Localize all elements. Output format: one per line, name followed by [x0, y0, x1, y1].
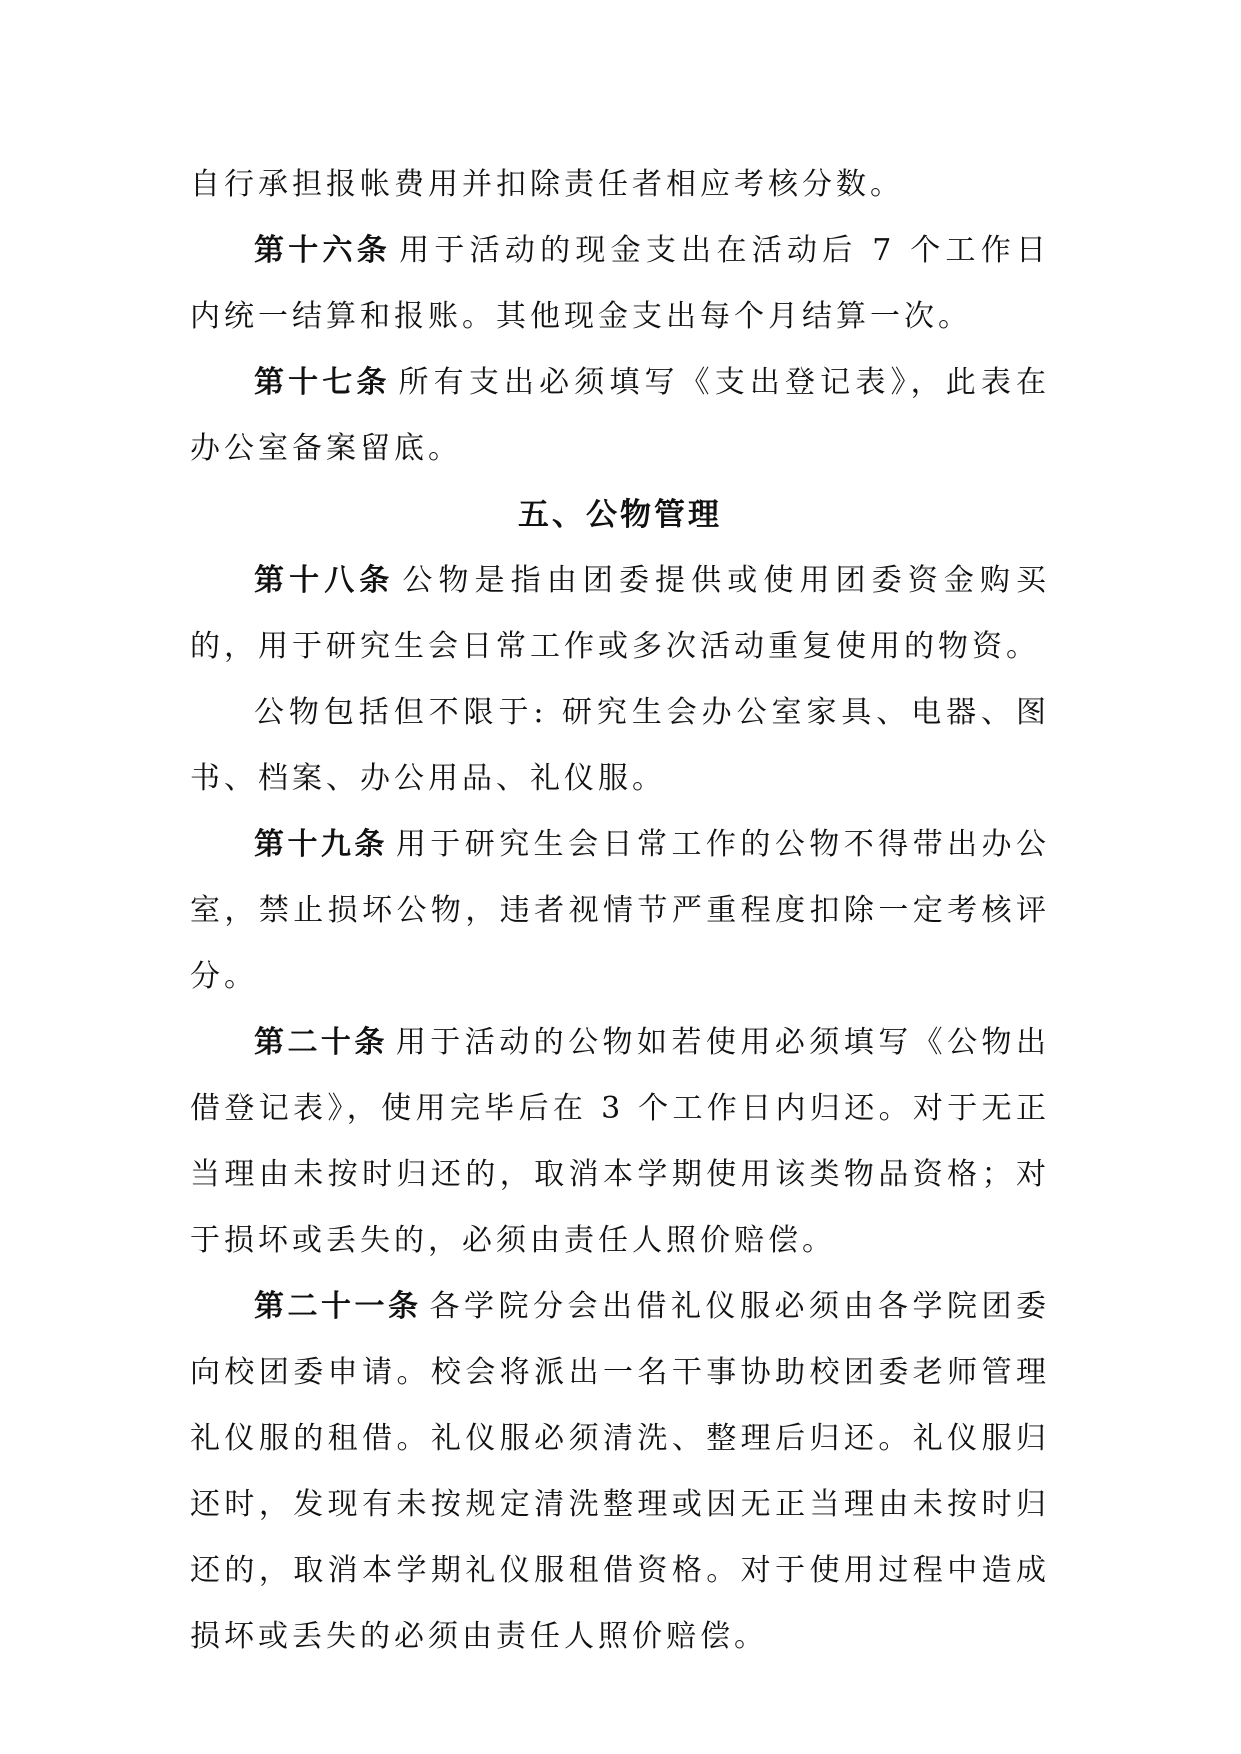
article-17-number: 第十七条: [254, 365, 391, 400]
article-18-number: 第十八条: [254, 563, 395, 598]
document-body: [190, 152, 1050, 1670]
article-19: [190, 812, 1050, 1010]
article-18-text: 公物是指由团委提供或使用团委资金购买的，用于研究生会日常工作或多次活动重复使用的物资。: [190, 563, 1051, 664]
section-5-heading: 五、公物管理: [518, 497, 722, 533]
article-20: [190, 1010, 1050, 1274]
article-16: [190, 218, 1050, 350]
continuation-paragraph: [190, 152, 1050, 218]
article-18: [190, 548, 1050, 680]
article-21: [190, 1274, 1050, 1670]
article-21-text: 各学院分会出借礼仪服必须由各学院团委向校团委申请。校会将派出一名干事协助校团委老师管理礼仪服的租借。礼仪服必须清洗、整理后归还。礼仪服归还时，发现有未按规定清洗整理或因无正当理由未按时归还的，取消本学期礼仪服租借资格。对于使用过程中造成损坏或丢失的必须由责任人照价赔偿。: [190, 1289, 1050, 1654]
article-16-number: 第十六条: [254, 233, 392, 268]
article-19-text: 用于研究生会日常工作的公物不得带出办公室，禁止损坏公物，违者视情节严重程度扣除一定考核评分。: [190, 827, 1051, 994]
article-20-number: 第二十条: [254, 1025, 388, 1060]
article-19-number: 第十九条: [254, 827, 388, 862]
article-21-number: 第二十一条: [254, 1289, 422, 1324]
article-17: [190, 350, 1050, 482]
continuation-text: 自行承担报帐费用并扣除责任者相应考核分数。: [190, 167, 904, 202]
article-18-paragraph-2: [190, 680, 1050, 812]
article-16-text: 用于活动的现金支出在活动后 7 个工作日内统一结算和报账。其他现金支出每个月结算一次。: [190, 233, 1050, 334]
article-17-text: 所有支出必须填写《支出登记表》，此表在办公室备案留底。: [190, 365, 1051, 466]
article-18-paragraph-2-text: 公物包括但不限于: 研究生会办公室家具、电器、图书、档案、办公用品、礼仪服。: [190, 695, 1050, 796]
article-20-text: 用于活动的公物如若使用必须填写《公物出借登记表》，使用完毕后在 3 个工作日内归还。对于无正当理由未按时归还的，取消本学期使用该类物品资格；对于损坏或丢失的，必须由责任人照价赔偿。: [190, 1025, 1051, 1258]
